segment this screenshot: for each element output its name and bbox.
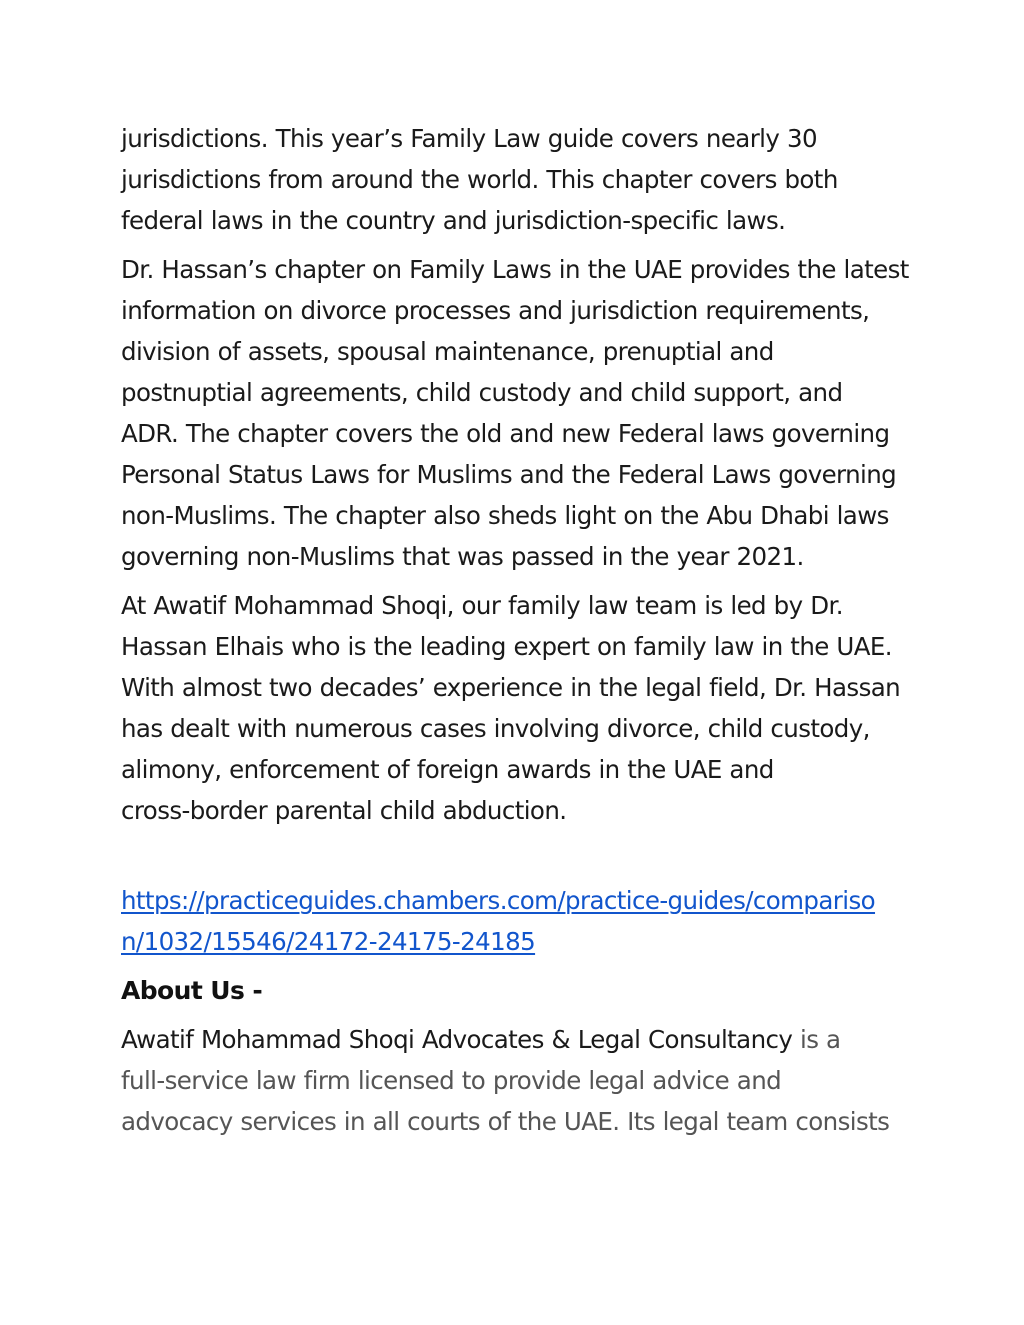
text-line <box>121 1019 911 1060</box>
chapter-paragraph <box>121 249 911 577</box>
text-line: has dealt with numerous cases involving divorce, child custody, <box>121 714 870 743</box>
chambers-link-paragraph <box>121 880 911 962</box>
paragraph-spacer <box>121 1011 911 1019</box>
text-line: governing non-Muslims that was passed in the year 2021. <box>121 542 804 571</box>
text-line: At Awatif Mohammad Shoqi, our family law team is led by Dr. <box>121 591 843 620</box>
text-line: postnuptial agreements, child custody and child support, and <box>121 378 843 407</box>
paragraph-spacer <box>121 962 911 970</box>
text-line: division of assets, spousal maintenance, prenuptial and <box>121 337 774 366</box>
text-line: jurisdictions from around the world. This chapter covers both <box>121 165 838 194</box>
text-line: information on divorce processes and jurisdiction requirements, <box>121 296 870 325</box>
paragraph-spacer <box>121 577 911 585</box>
about-us-heading: About Us - <box>121 976 263 1005</box>
text-line: Dr. Hassan’s chapter on Family Laws in the UAE provides the latest <box>121 255 909 284</box>
text-line: With almost two decades’ experience in the legal field, Dr. Hassan <box>121 673 901 702</box>
intro-paragraph <box>121 118 911 241</box>
text-line: non-Muslims. The chapter also sheds light on the Abu Dhabi laws <box>121 501 889 530</box>
text-line: Hassan Elhais who is the leading expert on family law in the UAE. <box>121 632 892 661</box>
paragraph-spacer <box>121 241 911 249</box>
chambers-guide-link-continued[interactable]: n/1032/15546/24172-24175-24185 <box>121 927 536 956</box>
text-line: jurisdictions. This year’s Family Law guide covers nearly 30 <box>121 124 817 153</box>
text-line: alimony, enforcement of foreign awards in the UAE and <box>121 755 774 784</box>
text-line: cross-border parental child abduction. <box>121 796 567 825</box>
about-paragraph <box>121 1019 911 1142</box>
document-page <box>121 118 911 1142</box>
chambers-guide-link[interactable]: https://practiceguides.chambers.com/practice-guides/compariso <box>121 886 876 915</box>
text-line: Personal Status Laws for Muslims and the Federal Laws governing <box>121 460 897 489</box>
firm-name-suffix: is a <box>792 1025 841 1054</box>
team-paragraph <box>121 585 911 831</box>
text-line: advocacy services in all courts of the UAE. Its legal team consists <box>121 1107 890 1136</box>
firm-name: Awatif Mohammad Shoqi Advocates & Legal Consultancy <box>121 1025 793 1054</box>
text-line: full-service law firm licensed to provide legal advice and <box>121 1066 782 1095</box>
text-line: ADR. The chapter covers the old and new Federal laws governing <box>121 419 890 448</box>
paragraph-spacer <box>121 831 911 880</box>
text-line: federal laws in the country and jurisdiction-specific laws. <box>121 206 786 235</box>
